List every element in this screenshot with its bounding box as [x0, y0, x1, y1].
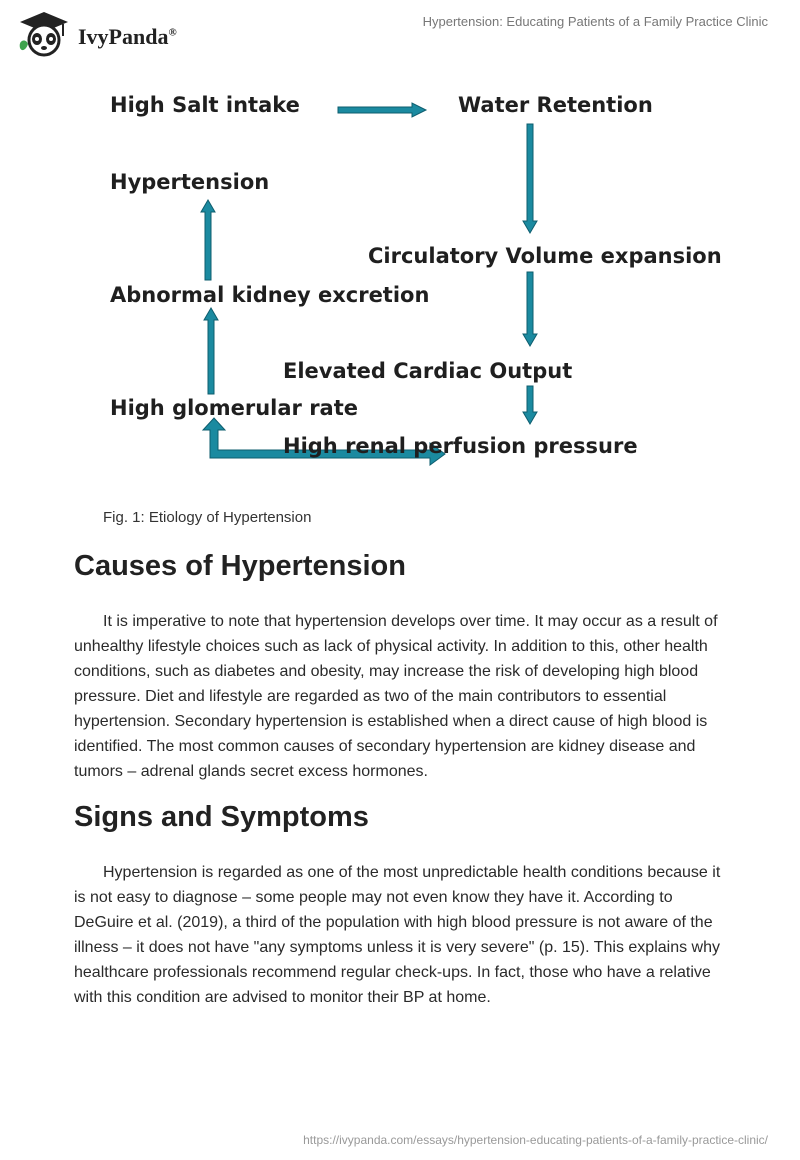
node-water-retention: Water Retention [458, 93, 653, 117]
etiology-diagram [100, 80, 740, 470]
node-high-salt: High Salt intake [110, 93, 300, 117]
logo-text: IvyPanda® [78, 24, 177, 49]
document-title: Hypertension: Educating Patients of a Family Practice Clinic [422, 14, 768, 29]
node-cardiac-output: Elevated Cardiac Output [283, 359, 573, 383]
ivypanda-logo[interactable] [16, 10, 216, 58]
node-abnormal-kidney: Abnormal kidney excretion [110, 283, 430, 307]
node-hypertension: Hypertension [110, 170, 270, 194]
heading-causes: Causes of Hypertension [74, 550, 406, 582]
heading-signs-symptoms: Signs and Symptoms [74, 801, 369, 833]
arrow-glomerular-to-kidney [204, 308, 218, 394]
page-header [0, 0, 800, 70]
figure-caption: Fig. 1: Etiology of Hypertension [103, 509, 312, 526]
node-renal-perfusion: High renal perfusion pressure [283, 434, 638, 458]
arrow-salt-to-water [338, 103, 426, 117]
paragraph-causes: It is imperative to note that hypertension develops over time. It may occur as a result of unhealthy lifestyle choices such as lack of physical activity. In addition to this, other health conditions, such as diabetes and obesity, may increase the risk of developing high blood pressure. Diet and lifestyle are regarded as two of the main contributors to essential hypertension. Secondary hypertension is established when a direct cause of high blood is identified. The most common causes of secondary hypertension are kidney disease and tumors – adrenal glands secret excess hormones. [74, 613, 718, 780]
panda-graduate-icon [16, 10, 70, 58]
arrow-kidney-to-hypertension [201, 200, 215, 280]
node-glomerular-rate: High glomerular rate [110, 396, 359, 420]
arrow-cardiac-to-renal [523, 386, 537, 424]
arrow-water-to-circulatory [523, 124, 537, 233]
source-url[interactable]: https://ivypanda.com/essays/hypertension-educating-patients-of-a-family-practice-clinic/ [303, 1133, 768, 1147]
paragraph-signs-symptoms: Hypertension is regarded as one of the most unpredictable health conditions because it is not easy to diagnose – some people may not even know they have it. According to DeGuire et al. (2019), a third of the population with high blood pressure is not aware of the illness – it does not have "any symptoms unless it is very severe" (p. 15). This explains why healthcare professionals recommend regular check-ups. In fact, those who have a relative with this condition are advised to monitor their BP at home. [74, 864, 721, 1006]
node-circulatory-volume: Circulatory Volume expansion [368, 244, 722, 268]
arrow-circulatory-to-cardiac [523, 272, 537, 346]
